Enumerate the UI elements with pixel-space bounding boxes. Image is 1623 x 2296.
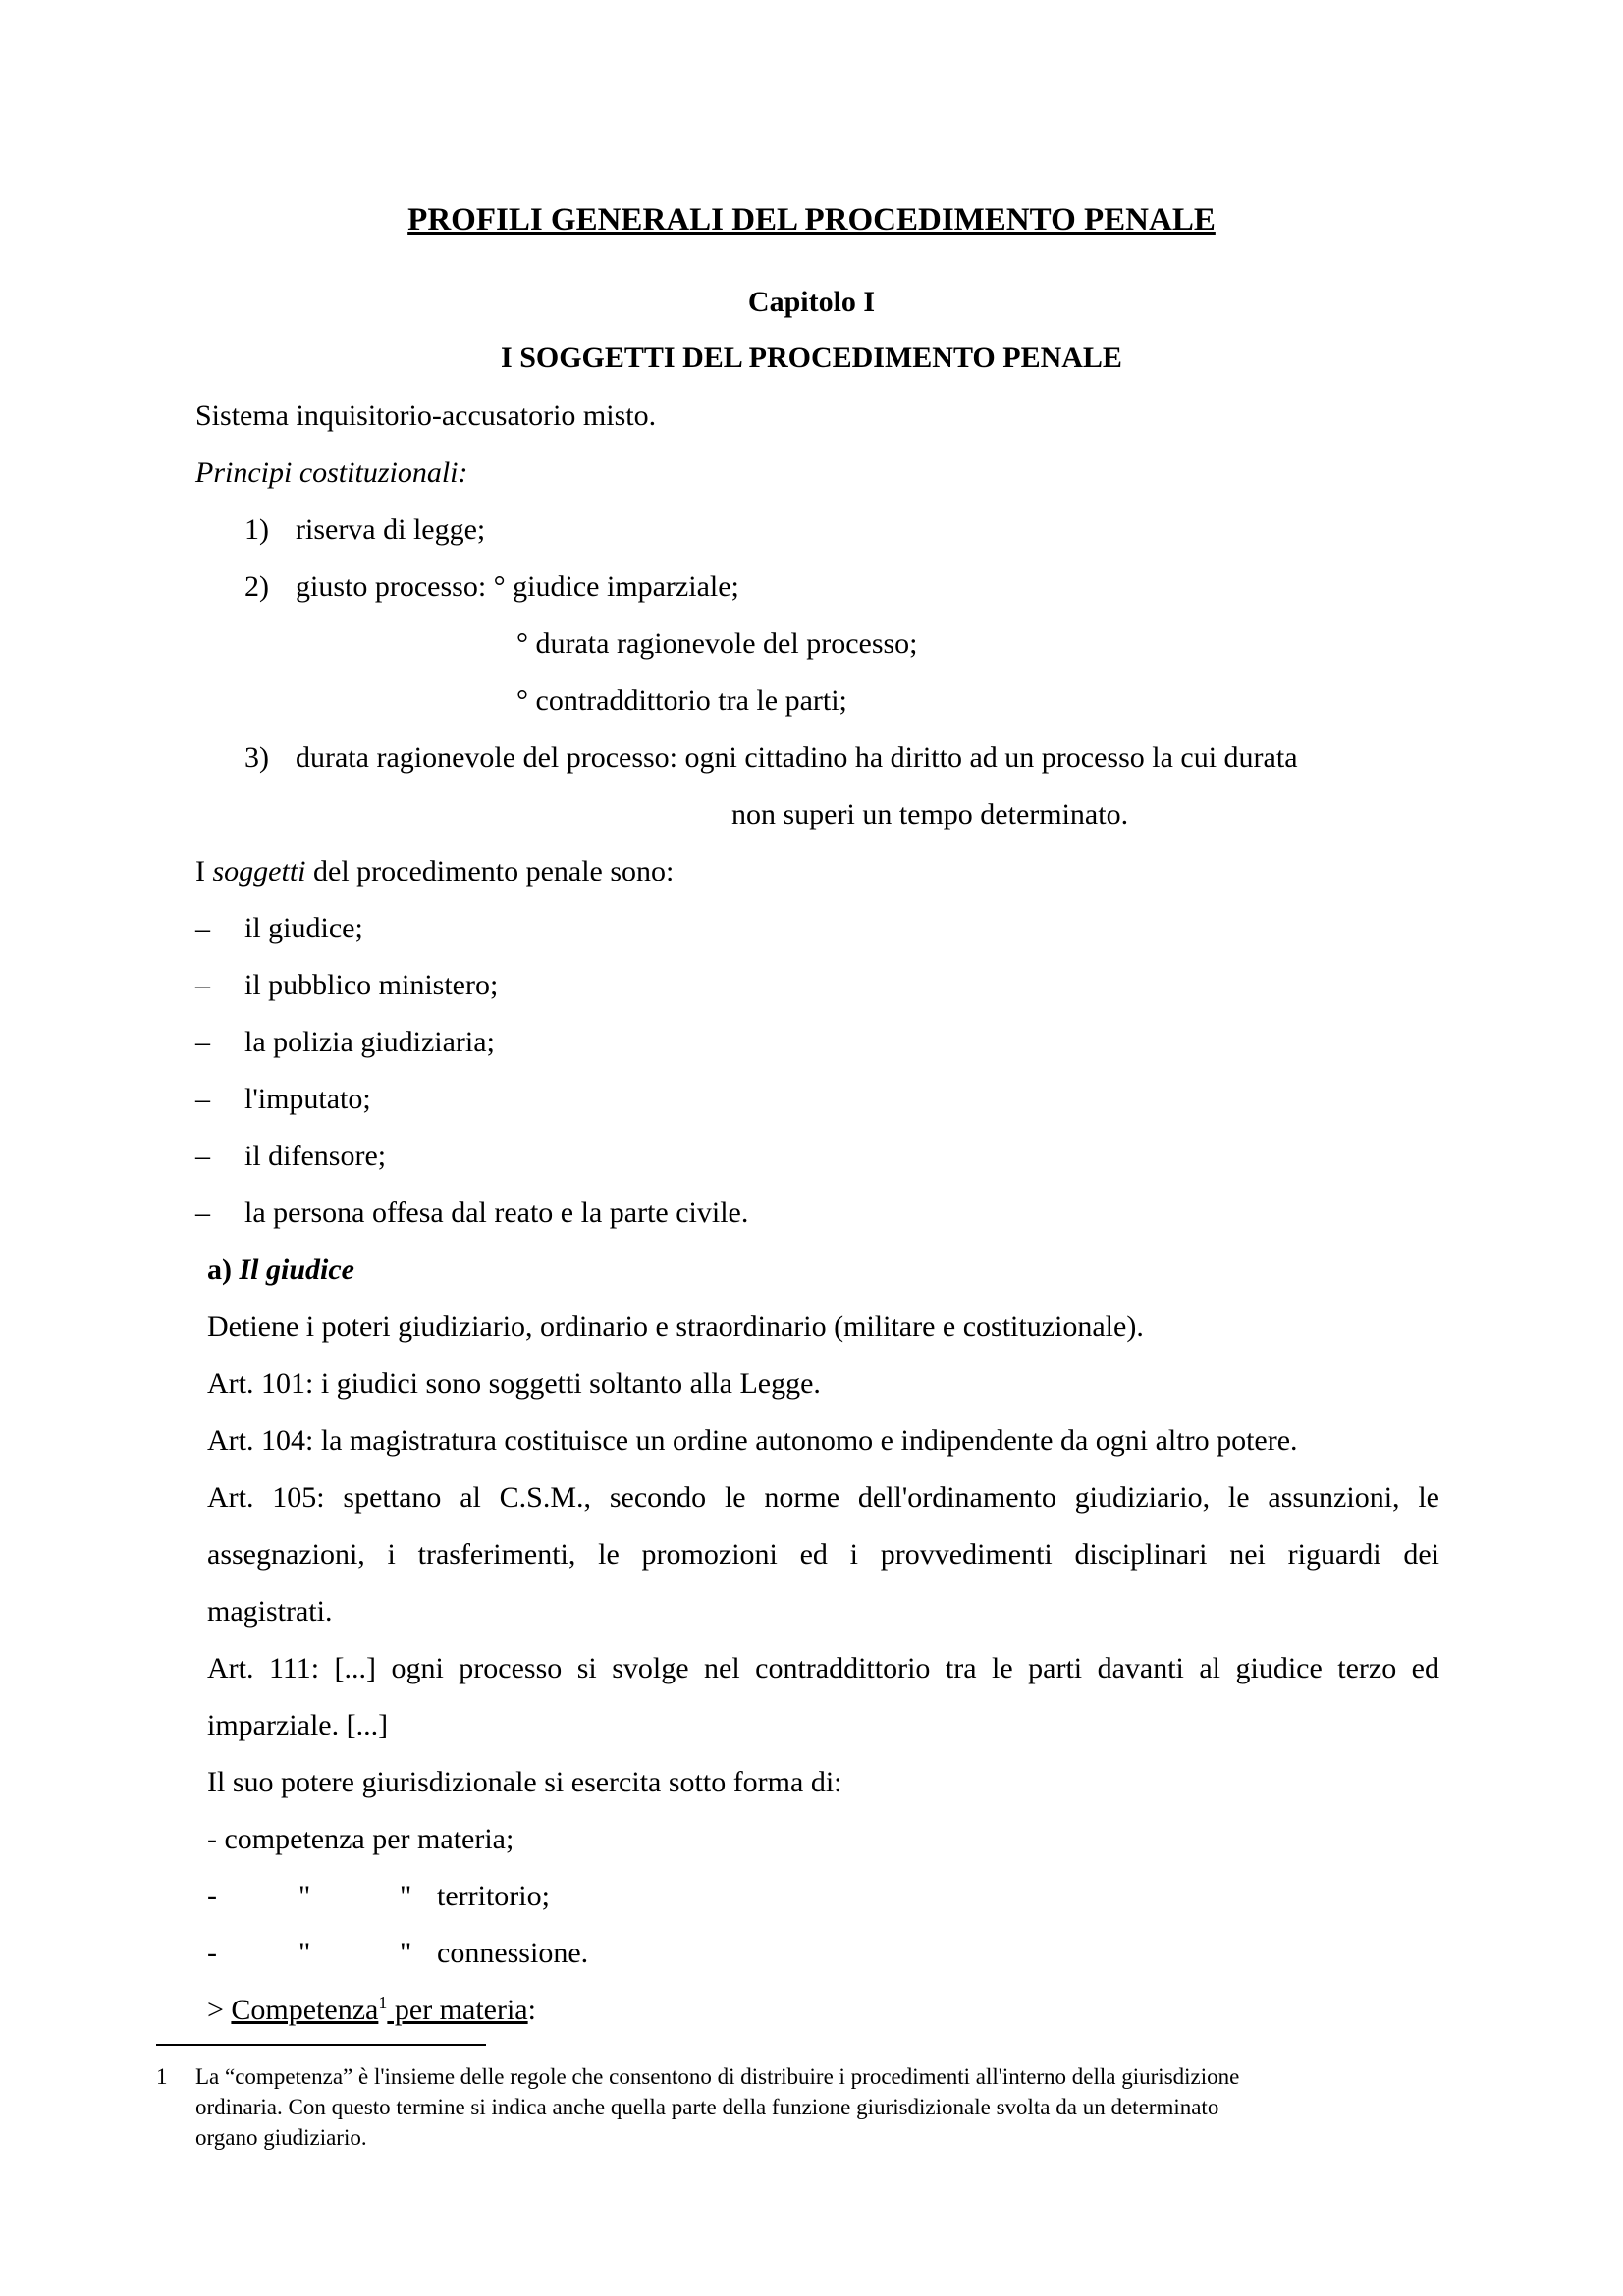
competenza-word: Competenza — [231, 1994, 379, 2026]
principle-2-sub-1: ° durata ragionevole del processo; — [516, 627, 918, 660]
list-item: la persona offesa dal reato e la parte civile. — [244, 1197, 749, 1229]
competence-territorio: territorio; — [437, 1880, 550, 1912]
footnote-number: 1 — [156, 2064, 168, 2089]
subjects-intro-post: del procedimento penale sono: — [305, 855, 675, 887]
ditto-mark: " — [298, 1937, 311, 1969]
competenza-suffix: per materia — [387, 1994, 528, 2026]
footnote-line-3: organo giudiziario. — [195, 2125, 367, 2150]
principle-1-text: riserva di legge; — [296, 513, 486, 546]
chapter-label: Capitolo I — [747, 286, 876, 318]
competenza-colon: : — [527, 1994, 536, 2026]
list-bullet: – — [195, 969, 210, 1001]
art-105-line-3: magistrati. — [207, 1595, 333, 1628]
art-104: Art. 104: la magistratura costituisce un ordine autonomo e indipendente da ogni altro potere. — [207, 1424, 1298, 1457]
competenza-heading — [207, 1993, 536, 2028]
principle-1-number: 1) — [244, 513, 269, 546]
art-105-line-1: Art. 105: spettano al C.S.M., secondo le norme dell'ordinamento giudiziario, le assunzioni, le — [207, 1481, 1439, 1514]
list-item: l'imputato; — [244, 1083, 371, 1115]
list-item: il giudice; — [244, 912, 363, 944]
chapter-title: I SOGGETTI DEL PROCEDIMENTO PENALE — [501, 342, 1122, 374]
dash-mark: - — [207, 1880, 217, 1912]
competence-connessione: connessione. — [437, 1937, 589, 1969]
list-bullet: – — [195, 912, 210, 944]
art-111-line-1: Art. 111: [...] ogni processo si svolge nel contraddittorio tra le parti davanti al giudice terzo ed — [207, 1652, 1439, 1684]
principles-label: Principi costituzionali: — [195, 456, 468, 489]
subjects-intro — [195, 854, 674, 889]
list-bullet: – — [195, 1140, 210, 1172]
powers-line: Detiene i poteri giudiziario, ordinario e straordinario (militare e costituzionale). — [207, 1310, 1144, 1343]
principle-3-number: 3) — [244, 741, 269, 774]
footnote-line-2: ordinaria. Con questo termine si indica anche quella parte della funzione giurisdizionale svolta da un determinato — [195, 2095, 1219, 2119]
footnote-separator — [156, 2044, 486, 2046]
power-intro: Il suo potere giurisdizionale si esercita sotto forma di: — [207, 1766, 842, 1798]
art-111-line-2: imparziale. [...] — [207, 1709, 389, 1741]
ditto-mark: " — [400, 1880, 412, 1912]
system-line: Sistema inquisitorio-accusatorio misto. — [195, 400, 657, 432]
dash-mark: - — [207, 1937, 217, 1969]
footnote-reference[interactable]: 1 — [378, 1993, 388, 2012]
ditto-mark: " — [298, 1880, 311, 1912]
list-bullet: – — [195, 1083, 210, 1115]
principle-2-sub-2: ° contraddittorio tra le parti; — [516, 684, 847, 717]
subjects-intro-pre: I — [195, 855, 213, 887]
subjects-intro-emphasis: soggetti — [212, 855, 306, 887]
list-item: il pubblico ministero; — [244, 969, 499, 1001]
principle-3-text: durata ragionevole del processo: ogni cittadino ha diritto ad un processo la cui durata — [296, 741, 1298, 774]
footnote-line-1: La “competenza” è l'insieme delle regole che consentono di distribuire i procedimenti all'interno della giurisdizione — [195, 2064, 1240, 2089]
principle-2-number: 2) — [244, 570, 269, 603]
art-101: Art. 101: i giudici sono soggetti soltanto alla Legge. — [207, 1367, 821, 1400]
section-heading-letter: a) — [207, 1254, 232, 1286]
art-105-line-2: assegnazioni, i trasferimenti, le promozioni ed i provvedimenti disciplinari nei riguardi dei — [207, 1538, 1439, 1571]
list-bullet: – — [195, 1026, 210, 1058]
principle-3-continuation: non superi un tempo determinato. — [731, 798, 1129, 830]
ditto-mark: " — [400, 1937, 412, 1969]
list-bullet: – — [195, 1197, 210, 1229]
section-heading-giudice — [207, 1253, 354, 1288]
list-item: la polizia giudiziaria; — [244, 1026, 495, 1058]
document-title: PROFILI GENERALI DEL PROCEDIMENTO PENALE — [407, 202, 1216, 238]
competenza-prefix: > — [207, 1994, 232, 2026]
competence-materia: - competenza per materia; — [207, 1823, 514, 1855]
section-heading-text: Il giudice — [239, 1254, 354, 1286]
principle-2-text: giusto processo: ° giudice imparziale; — [296, 570, 739, 603]
list-item: il difensore; — [244, 1140, 387, 1172]
